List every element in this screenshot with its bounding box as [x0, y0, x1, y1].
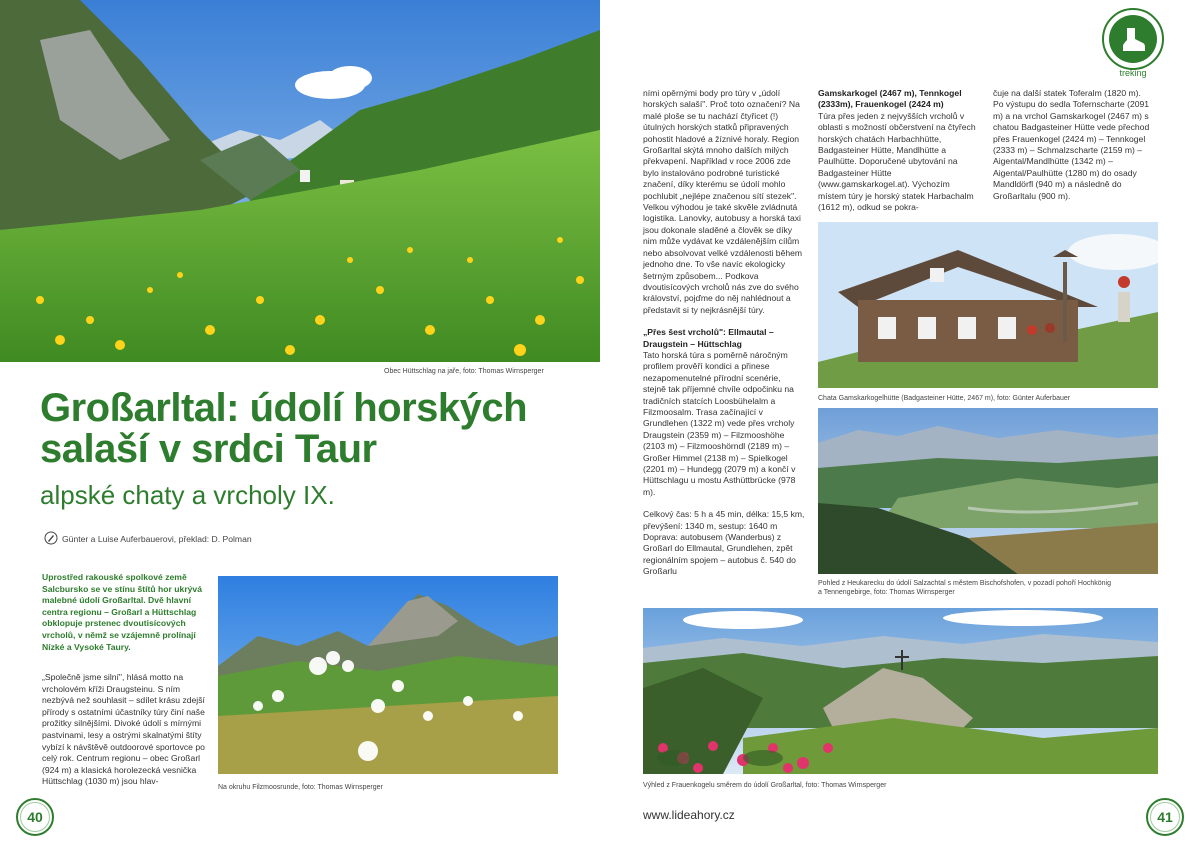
body-column-1: „Společně jsme silní", hlásá motto na vrcholovém kříži Draugsteinu. S ním nezbývá než souhlasit – sdílet krásu zdejší přírody s ostatními účastníky túry činí naše prožitky silnějšími. Divoké údolí s mírnými pastvinami, lesy a ostrými skalnatými štíty vybízí k návštěvě outdoorové sportovce po celý rok. Centrum regionu – obec Großarl (924 m) a klasická horolezecká vesnička Hüttschlag (1030 m) jsou hlav- — [42, 672, 205, 787]
caption-panorama: Výhled z Frauenkogelu směrem do údolí Großarltal, foto: Thomas Wirnsperger — [643, 782, 887, 789]
tour-1-stats: Celkový čas: 5 h a 45 min, délka: 15,5 km, převýšení: 1340 m, sestup: 1640 m Doprava: autobusem (Wanderbus) z Großarl do Ellmautal, Grundlehen, zpět regionálním spojem – autobus č. 540 do Großarlu — [643, 509, 805, 577]
body-column-4 — [993, 88, 1153, 202]
caption-valley: Pohled z Heukarecku do údolí Salzachtal s městem Bischofshofen, v pozadí pohoří Hochkönig — [818, 580, 1111, 587]
article-title: Großarltal: údolí horských salaší v srdci Taur — [40, 386, 528, 471]
caption-cottongrass: Na okruhu Filzmoosrunde, foto: Thomas Wirnsperger — [218, 784, 383, 791]
article-subtitle: alpské chaty a vrcholy IX. — [40, 480, 335, 510]
hiking-boot-icon — [1118, 24, 1148, 54]
page-number-left: 40 — [16, 798, 54, 836]
author-line: Günter a Luise Auferbauerovi, překlad: D. Polman — [62, 534, 252, 544]
lead-paragraph: Uprostřed rakouské spolkové země Salcbursko se ve stínu štítů hor ukrývá malebné údolí Großarltal. Dvě hlavní centra regionu – Großarl a Hüttschlag obklopuje prstenec dvoutisícových vrcholů, v němž se vzájemně prolínají Nízké a Vysoké Taury. — [42, 572, 202, 652]
photo-cottongrass — [218, 576, 558, 774]
section-badge — [1102, 8, 1164, 70]
page-number-right: 41 — [1146, 798, 1184, 836]
tour-1-text: Tato horská túra s poměrně náročným profilem prověří kondici a přinese nezapomenutelné přírodní scenérie, stejně tak příjemné chvíle odpočinku na tradičních statcích Loosbühelalm a Filzmoosalm. Trasa začínající v Grundlehen (1322 m) vede přes vrcholy Draugstein (2359 m) – Filzmooshöhe (2103 m) – Filzmooshörndl (2189 m) – Großer Himmel (2138 m) – Spielkogel (2201 m) – Hundegg (2079 m) a končí v Hüttschlagu u mostu Asthüttbrücke (978 m). — [643, 349, 796, 497]
caption-valley-line2: a Tennengebirge, foto: Thomas Wirnsperger — [818, 589, 955, 596]
photo-frauenkogel-panorama — [643, 608, 1158, 774]
badge-label: treking — [1119, 68, 1147, 78]
body-column-3 — [818, 88, 978, 213]
pen-icon — [44, 531, 58, 545]
heading-tour-2: Gamskarkogel (2467 m), Tennkogel (2333m), Frauenkogel (2424 m) — [818, 88, 962, 110]
tour-2-continued: čuje na další statek Toferalm (1820 m). Po výstupu do sedla Tofernscharte (2091 m) a na vrchol Gamskarkogel (2467 m) s chatou Badgasteiner Hütte vede přechod přes Frauenkogel (2424 m) – Tennkogel (2333 m) – Schmalzscharte (2159 m) – Aigental/Mandlhütte (1342 m) – Aigental/Paulhütte (1280 m) do osady Mandldörfl (940 m) a následně do Großarltalu (900 m). — [993, 88, 1150, 201]
heading-tour-1: „Přes šest vrcholů": Ellmautal – Draugstein – Hüttschlag — [643, 327, 774, 349]
photo-gamskarkogel-hut — [818, 222, 1158, 388]
website-link[interactable]: www.lideahory.cz — [643, 808, 735, 822]
caption-hut: Chata Gamskarkogelhütte (Badgasteiner Hütte, 2467 m), foto: Günter Auferbauer — [818, 395, 1071, 402]
body-column-2-text: ními opěrnými body pro túry v „údolí horských salaší". Proč toto označení? Na malé ploše se tu nachází čtyřicet (!) útulných horských statků připravených pohostit hladové a žíznivé horaly. Region Großarltal skýtá mnoho dalších milých překvapení. Například v roce 2006 zde bylo instalováno podrobné turistické značení, díky kterému se údolí mohlo pochlubit „nejlépe značenou sítí stezek". Velkou výhodou je také skvěle zvládnutá logistika. Lanovky, autobusy a horská taxi jsou dokonale sladěné a člověk se díky nim může vydávat ke vzdálenějším cílům nebo absolvovat velké vzdálenosti během jednoho dne. To vše navíc ekologicky šetrným způsobem... Podkova dvoutisícových vrcholů nás zve do svého království, pojďme do něj nahlédnout a představit si ty nejkrásnější túry. — [643, 88, 803, 315]
hero-photo-huttschlag — [0, 0, 600, 362]
body-column-2 — [643, 88, 805, 589]
caption-hero: Obec Hüttschlag na jaře, foto: Thomas Wirnsperger — [384, 368, 544, 375]
photo-salzachtal-valley — [818, 408, 1158, 574]
tour-2-text: Túra přes jeden z nejvyšších vrcholů v oblasti s možností občerstvení na čtyřech horských chatách Harbachhütte, Badgasteiner Hütte, Mandlhütte a Paulhütte. Doporučené ubytování na Badgasteiner Hütte (www.gamskarkogel.at). Výchozím místem túry je horský statek Harbachalm (1612 m), odkud se pokra- — [818, 110, 976, 213]
